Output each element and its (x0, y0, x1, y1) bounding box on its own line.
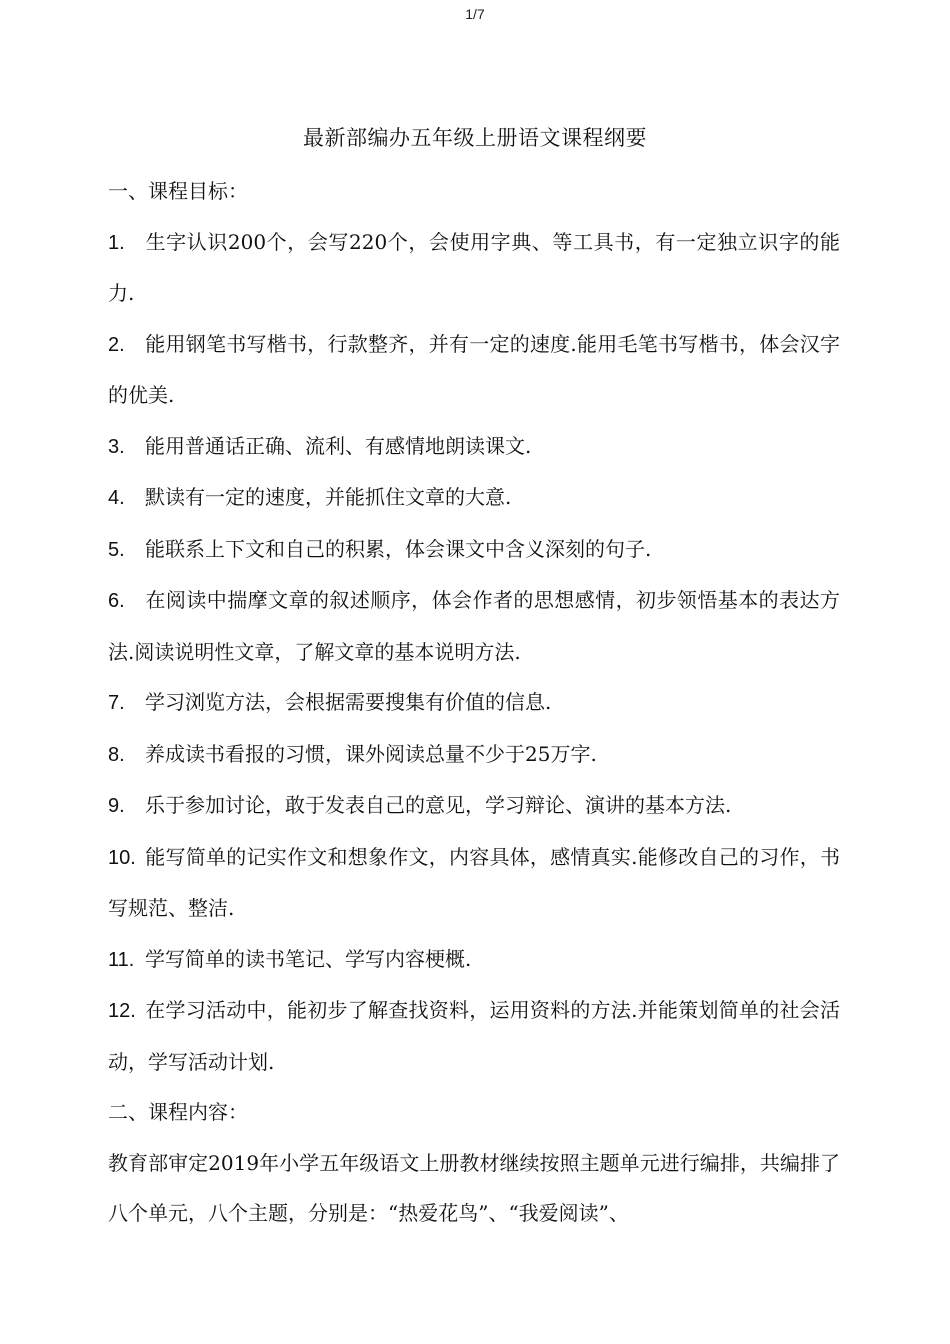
goal-text: 在阅读中揣摩文章的叙述顺序，体会作者的思想感情，初步领悟基本的表达方法.阅读说明性文章，了解文章的基本说明方法. (108, 588, 840, 664)
goal-number: 9. (108, 795, 125, 817)
section-heading-goals: 一、课程目标： (108, 179, 248, 203)
goal-item-8 (108, 729, 840, 781)
goal-number: 4. (108, 487, 125, 509)
goal-text: 学写简单的读书笔记、学写内容梗概. (145, 946, 472, 971)
goal-item-12 (108, 985, 840, 1087)
goal-item-11 (108, 934, 840, 986)
goal-item-4 (108, 472, 840, 524)
page-number: 1/7 (465, 6, 485, 22)
goal-text: 能用普通话正确、流利、有感情地朗读课文. (145, 433, 532, 458)
goal-text: 默读有一定的速度，并能抓住文章的大意. (145, 485, 512, 509)
goal-item-5 (108, 524, 840, 576)
goal-text: 乐于参加讨论，敢于发表自己的意见，学习辩论、演讲的基本方法. (145, 793, 732, 817)
document-body (108, 166, 840, 1239)
goal-number: 3. (108, 435, 125, 458)
goal-number: 6. (108, 590, 125, 612)
section-heading-content: 二、课程内容： (108, 1100, 248, 1124)
goal-number: 7. (108, 692, 125, 714)
goal-item-3 (108, 421, 840, 473)
goal-item-7 (108, 677, 840, 729)
goal-item-1 (108, 217, 840, 319)
goal-item-6 (108, 575, 840, 677)
goal-number: 2. (108, 333, 125, 356)
goal-number: 10. (108, 846, 136, 869)
goal-number: 8. (108, 743, 125, 766)
goal-text: 能用钢笔书写楷书，行款整齐，并有一定的速度.能用毛笔书写楷书，体会汉字的优美. (108, 331, 840, 407)
goal-text: 在学习活动中，能初步了解查找资料，运用资料的方法.并能策划简单的社会活动，学写活动计划. (108, 998, 840, 1074)
content-paragraph: 教育部审定2019年小学五年级语文上册教材继续按照主题单元进行编排，共编排了八个单元，八个主题，分别是：“热爱花鸟”、“我爱阅读”、 (108, 1150, 840, 1225)
goal-text: 能写简单的记实作文和想象作文，内容具体，感情真实.能修改自己的习作，书写规范、整洁. (108, 844, 840, 920)
goal-number: 11. (108, 948, 135, 971)
goal-text: 养成读书看报的习惯，课外阅读总量不少于25万字. (145, 741, 597, 766)
goal-number: 12. (108, 1000, 136, 1022)
document-title: 最新部编办五年级上册语文课程纲要 (303, 126, 647, 150)
goal-item-10 (108, 832, 840, 934)
goal-number: 5. (108, 538, 125, 561)
goal-text: 生字认识200个，会写220个，会使用字典、等工具书，有一定独立识字的能力. (108, 229, 840, 305)
goal-item-2 (108, 319, 840, 421)
goal-text: 能联系上下文和自己的积累，体会课文中含义深刻的句子. (145, 536, 652, 561)
goal-text: 学习浏览方法，会根据需要搜集有价值的信息. (145, 690, 552, 714)
goal-item-9 (108, 780, 840, 832)
goal-number: 1. (108, 231, 125, 254)
